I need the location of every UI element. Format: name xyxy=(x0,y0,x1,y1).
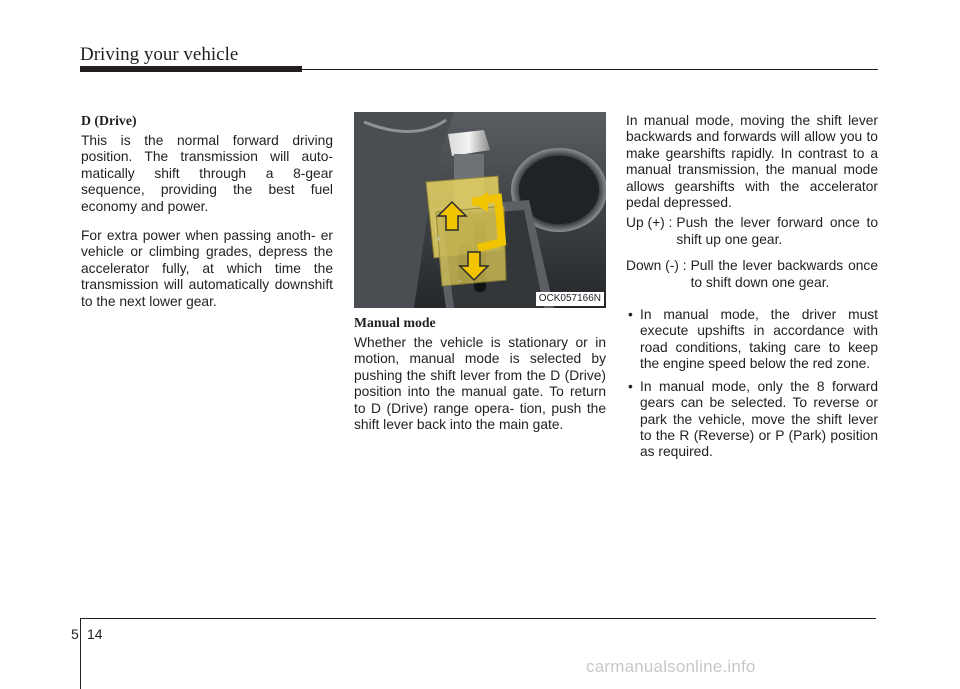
definition-term-up: Up (+) : xyxy=(626,215,673,231)
definition-desc-down: Pull the lever backwards once to shift down one gear. xyxy=(690,258,878,290)
paragraph-drive-normal: This is the normal forward driving position. The transmission will auto- matically shift through a 8-gear sequence, providing the best fuel economy and power. xyxy=(81,133,333,214)
paragraph-drive-extra-power: For extra power when passing anoth- er vehicle or climbing grades, depress the accelerator fully, at which time the transmission will automatically downshift to the next lower gear. xyxy=(81,228,333,309)
page-number: 14 xyxy=(87,626,103,642)
footer-divider xyxy=(80,618,81,689)
svg-text:+: + xyxy=(436,234,442,244)
header-bar xyxy=(80,66,302,72)
column-drive xyxy=(81,112,333,323)
chapter-number: 5 xyxy=(71,626,79,642)
column-manual-mode xyxy=(354,112,606,446)
definition-down xyxy=(626,258,878,291)
list-item: • In manual mode, only the 8 forward gears can be selected. To reverse or park the vehicle, move the shift lever to the R (Reverse) or P (Park) position as required. xyxy=(626,379,878,461)
heading-manual-mode: Manual mode xyxy=(354,315,436,330)
figure-code: OCK057166N xyxy=(536,292,604,306)
column-manual-mode-details xyxy=(626,113,878,467)
heading-drive: D (Drive) xyxy=(81,113,137,128)
paragraph-manual-gearshift: In manual mode, moving the shift lever backwards and forwards will allow you to make gearshifts rapidly. In contrast to a manual transmission, the manual mode allows gearshifts with the accelerator pedal depressed. xyxy=(626,113,878,211)
definition-term-down: Down (-) : xyxy=(626,258,687,274)
definition-up xyxy=(626,215,878,248)
shift-lever-illustration xyxy=(354,112,606,308)
watermark: carmanualsonline.info xyxy=(586,657,756,676)
paragraph-manual-mode: Whether the vehicle is stationary or in motion, manual mode is selected by pushing the shift lever from the D (Drive) position into the manual gate. To return to D (Drive) range opera- tion, push the shift lever back into the main gate. xyxy=(354,335,606,433)
header-rule xyxy=(302,69,878,70)
definition-desc-up: Push the lever forward once to shift up one gear. xyxy=(676,215,878,247)
svg-text:-: - xyxy=(458,276,462,287)
list-item: • In manual mode, the driver must execute upshifts in accordance with road conditions, taking care to keep the engine speed below the red zone. xyxy=(626,307,878,373)
shift-lever-figure xyxy=(354,112,606,308)
notes-list xyxy=(626,307,878,461)
footer-rule xyxy=(80,618,876,619)
section-title: Driving your vehicle xyxy=(80,44,239,65)
